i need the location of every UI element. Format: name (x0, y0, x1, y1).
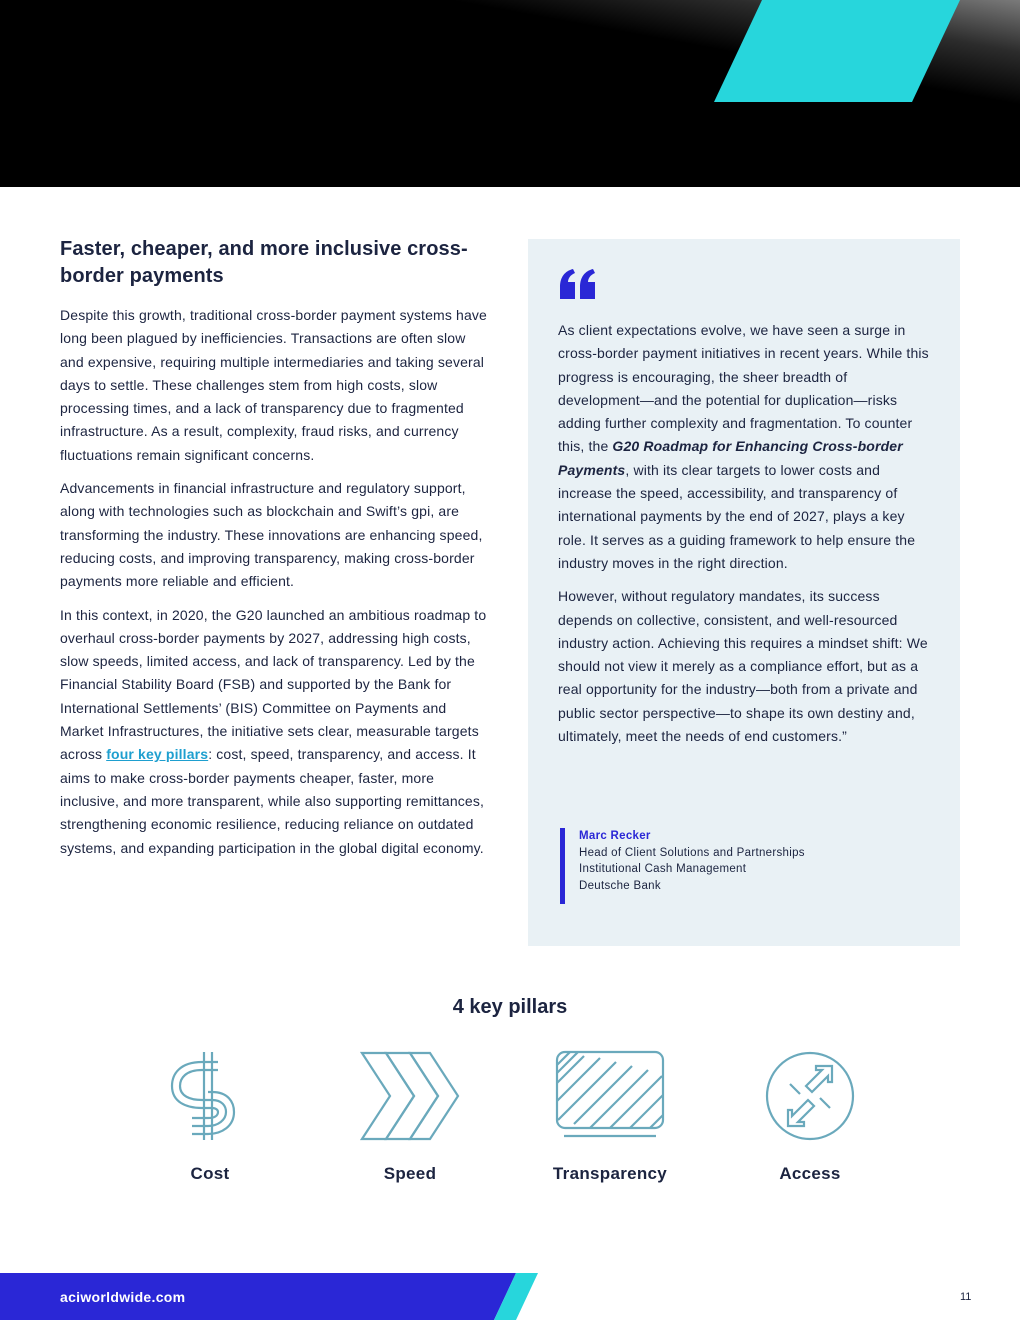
chevrons-icon (360, 1048, 460, 1144)
author-department: Institutional Cash Management (579, 863, 747, 876)
pull-quote-box (528, 239, 960, 946)
page-number: 11 (960, 1291, 972, 1303)
footer-website-link[interactable]: aciworldwide.com (60, 1289, 186, 1305)
author-title: Head of Client Solutions and Partnerships (579, 846, 805, 859)
dollar-icon (160, 1048, 260, 1144)
paragraph-2: Advancements in financial infrastructure and regulatory support, along with technologies such as blockchain and Swift’s gpi, are transforming the industry. These innovations are enhancing speed, reducing costs, and improving transparency, making cross-border payments more reliable and efficient. (60, 480, 483, 590)
hero-banner (0, 0, 1020, 187)
quote-paragraph-2: However, without regulatory mandates, its success depends on collective, consistent, and well-resourced industry action. Achieving this requires a mindset shift: We should not view it merely as a compliance effort, but as a real opportunity for the industry—both from a private and public sector perspective—to shape its own destiny and, ultimately, meet the needs of end customers.” (558, 588, 928, 745)
hatched-panel-icon (554, 1048, 666, 1144)
pillar-speed (310, 1048, 510, 1184)
pillars-heading: 4 key pillars (452, 996, 568, 1018)
pillar-transparency (510, 1048, 710, 1184)
four-key-pillars-link[interactable]: four key pillars (106, 746, 209, 763)
pillar-label-speed: Speed (383, 1164, 437, 1183)
author-organization: Deutsche Bank (579, 880, 661, 893)
pillar-label-access: Access (779, 1164, 841, 1183)
pillar-access (710, 1048, 910, 1184)
page-footer (0, 1273, 1020, 1320)
roadmap-title: G20 Roadmap for Enhancing Cross-border Payments (558, 438, 903, 478)
pillar-label-transparency: Transparency (552, 1164, 668, 1183)
author-name: Marc Recker (579, 830, 651, 842)
pillar-cost (110, 1048, 310, 1184)
paragraph-3: In this context, in 2020, the G20 launched an ambitious roadmap to overhaul cross-border payments by 2027, addressing high costs, slow speeds, limited access, and lack of transparency. Led by the Financial Stability Board (FSB) and supported by the Bank for International Settlements’ (BIS) Committee on Payments and Market Infrastructures, the initiative sets clear, measurable targets across four key pillars: cost, speed, transparency, and access. It aims to make cross-border payments cheaper, faster, more inclusive, and more transparent, while also supporting remittances, strengthening economic resilience, reducing reliance on outdated systems, and expanding participation in the global digital economy. (60, 606, 487, 856)
section-heading: Faster, cheaper, and more inclusive cross-border payments (60, 238, 468, 287)
quote-paragraph-1: As client expectations evolve, we have seen a surge in cross-border payment initiatives in recent years. While this progress is encouraging, the sheer breadth of development—and the potential for duplication—risks adding further complexity and fragmentation. To counter this, the G20 Roadmap for Enhancing Cross-border Payments, with its clear targets to lower costs and increase the speed, accessibility, and transparency of international payments by the end of 2027, plays a key role. It serves as a guiding framework to help ensure the industry moves in the right direction. (558, 322, 929, 571)
quote-mark-icon (558, 269, 598, 306)
paragraph-1: Despite this growth, traditional cross-border payment systems have long been plagued by inefficiencies. Transactions are often slow and expensive, requiring multiple intermediaries and taking several days to settle. These challenges stem from high costs, slow processing times, and a lack of transparency due to fragmented infrastructure. As a result, complexity, fraud risks, and currency fluctuations remain significant concerns. (60, 307, 487, 463)
quote-attribution (560, 828, 805, 904)
arrows-circle-icon (760, 1048, 860, 1144)
pillar-label-cost: Cost (190, 1164, 230, 1183)
quote-text (558, 319, 930, 758)
article-body (60, 236, 492, 870)
